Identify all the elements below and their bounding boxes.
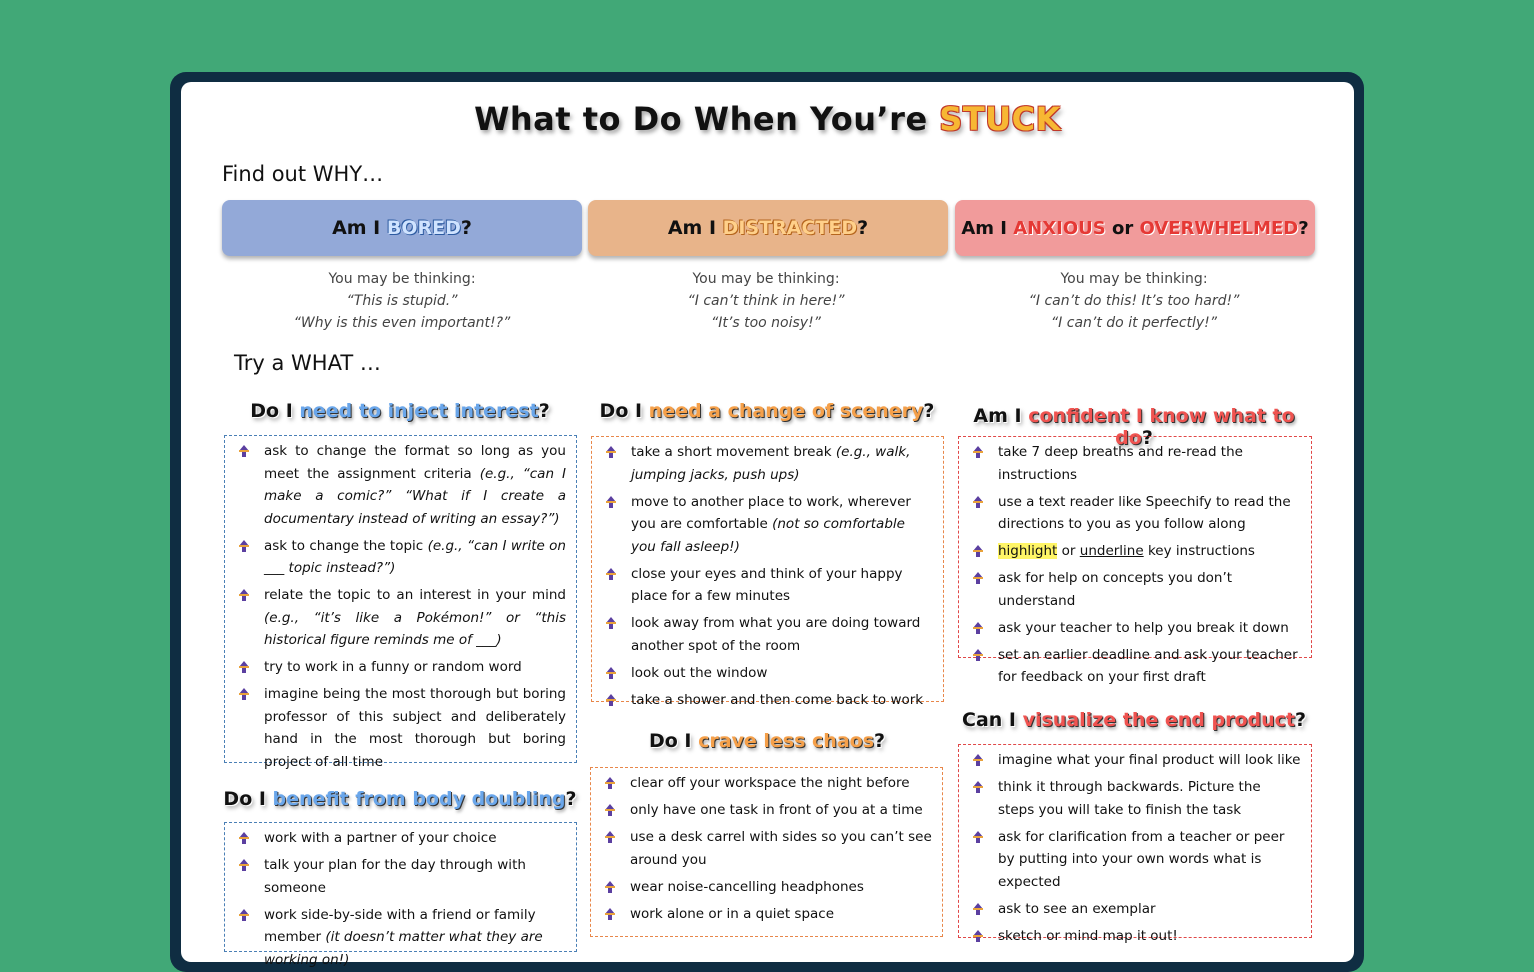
thinking-bored: You may be thinking: “This is stupid.” “Why is this even important!?” <box>293 271 511 331</box>
list-item: clear off your workspace the night before <box>603 772 932 795</box>
bullet-icon <box>971 621 985 635</box>
list-item: try to work in a funny or random word <box>237 656 566 679</box>
list-item: ask your teacher to help you break it down <box>971 617 1301 640</box>
bullet-icon <box>603 830 617 844</box>
bullet-icon <box>604 666 618 680</box>
list-item: wear noise-cancelling headphones <box>603 876 932 899</box>
thinking-distracted: You may be thinking: “I can’t think in here!” “It’s too noisy!” <box>687 271 845 331</box>
bullet-icon <box>237 660 251 674</box>
list-item: take a short movement break (e.g., walk, jumping jacks, push ups) <box>604 441 933 486</box>
find-why-heading: Find out WHY… <box>222 162 384 186</box>
bullet-icon <box>603 776 617 790</box>
thinking-anxious: You may be thinking: “I can’t do this! It’s too hard!” “I can’t do it perfectly!” <box>1028 271 1240 331</box>
bullet-icon <box>237 588 251 602</box>
why-bored-box: Am I BORED ? <box>222 200 582 256</box>
bullet-icon <box>604 445 618 459</box>
box-visualize <box>958 744 1312 944</box>
card-title-inject: Do I need to inject interest? <box>250 400 550 422</box>
box-body-doubling <box>224 822 577 968</box>
card-title-scenery: Do I need a change of scenery? <box>599 400 935 422</box>
list-item: take a shower and then come back to work <box>604 689 933 712</box>
bullet-icon <box>603 907 617 921</box>
list-item: highlight or underline key instructions <box>971 540 1301 563</box>
list-item: work side-by-side with a friend or family member (it doesn’t matter what they are working on!) <box>237 904 566 972</box>
bullet-icon <box>971 780 985 794</box>
list-item: work with a partner of your choice <box>237 827 566 850</box>
bullet-icon <box>237 908 251 922</box>
list-item: relate the topic to an interest in your mind (e.g., “it’s like a Pokémon!” or “this historical figure reminds me of ___) <box>237 584 566 652</box>
why-anxious-box: Am I ANXIOUS or OVERWHELMED ? <box>955 200 1315 256</box>
bullet-icon <box>971 929 985 943</box>
list-item: sketch or mind map it out! <box>971 925 1301 948</box>
list-item: ask for help on concepts you don’t understand <box>971 567 1301 612</box>
list-item: ask to change the format so long as you meet the assignment criteria (e.g., “can I make a comic?” “What if I create a documentary instead of writing an essay?”) <box>237 440 566 530</box>
list-item: ask to see an exemplar <box>971 898 1301 921</box>
bullet-icon <box>604 616 618 630</box>
bullet-icon <box>971 648 985 662</box>
list-item: use a desk carrel with sides so you can’t see around you <box>603 826 932 871</box>
list-item: look out the window <box>604 662 933 685</box>
box-confident <box>958 436 1312 685</box>
bullet-icon <box>603 880 617 894</box>
card-title-body-doubling: Do I benefit from body doubling? <box>223 788 577 810</box>
bullet-icon <box>237 539 251 553</box>
card-title-chaos: Do I crave less chaos? <box>648 730 886 752</box>
try-what-heading: Try a WHAT … <box>234 351 381 375</box>
list-item: look away from what you are doing toward another spot of the room <box>604 612 933 657</box>
list-item: use a text reader like Speechify to read the directions to you as you follow along <box>971 491 1301 536</box>
list-item: close your eyes and think of your happy place for a few minutes <box>604 563 933 608</box>
box-scenery <box>591 436 944 708</box>
title-stuck-word: STUCK <box>939 100 1061 138</box>
box-inject <box>224 435 577 770</box>
card-title-confident: Am I confident I know what to do? <box>973 405 1295 449</box>
bullet-icon <box>237 687 251 701</box>
bullet-icon <box>971 830 985 844</box>
list-item: talk your plan for the day through with someone <box>237 854 566 899</box>
bullet-icon <box>237 444 251 458</box>
bullet-icon <box>971 495 985 509</box>
list-item: work alone or in a quiet space <box>603 903 932 926</box>
list-item: set an earlier deadline and ask your teacher for feedback on your first draft <box>971 644 1301 689</box>
list-item: take 7 deep breaths and re-read the instructions <box>971 441 1301 486</box>
list-item: imagine what your final product will look like <box>971 749 1301 772</box>
bullet-icon <box>971 753 985 767</box>
list-item: imagine being the most thorough but boring professor of this subject and deliberately hand in the most thorough but boring project of all time <box>237 683 566 773</box>
bullet-icon <box>604 495 618 509</box>
bullet-icon <box>971 571 985 585</box>
page-title: What to Do When You’re STUCK <box>474 100 1061 138</box>
bullet-icon <box>603 803 617 817</box>
list-item: ask for clarification from a teacher or peer by putting into your own words what is expected <box>971 826 1301 894</box>
list-item: think it through backwards. Picture the steps you will take to finish the task <box>971 776 1301 821</box>
box-chaos <box>590 767 943 937</box>
bullet-icon <box>971 544 985 558</box>
bullet-icon <box>604 567 618 581</box>
bullet-icon <box>971 445 985 459</box>
why-distracted-box: Am I DISTRACTED ? <box>588 200 948 256</box>
list-item: move to another place to work, wherever you are comfortable (not so comfortable you fall asleep!) <box>604 491 933 559</box>
list-item: ask to change the topic (e.g., “can I write on ___ topic instead?”) <box>237 535 566 580</box>
bullet-icon <box>604 693 618 707</box>
card-title-visualize: Can I visualize the end product? <box>962 709 1306 731</box>
list-item: only have one task in front of you at a time <box>603 799 932 822</box>
bullet-icon <box>237 858 251 872</box>
bullet-icon <box>237 831 251 845</box>
bullet-icon <box>971 902 985 916</box>
